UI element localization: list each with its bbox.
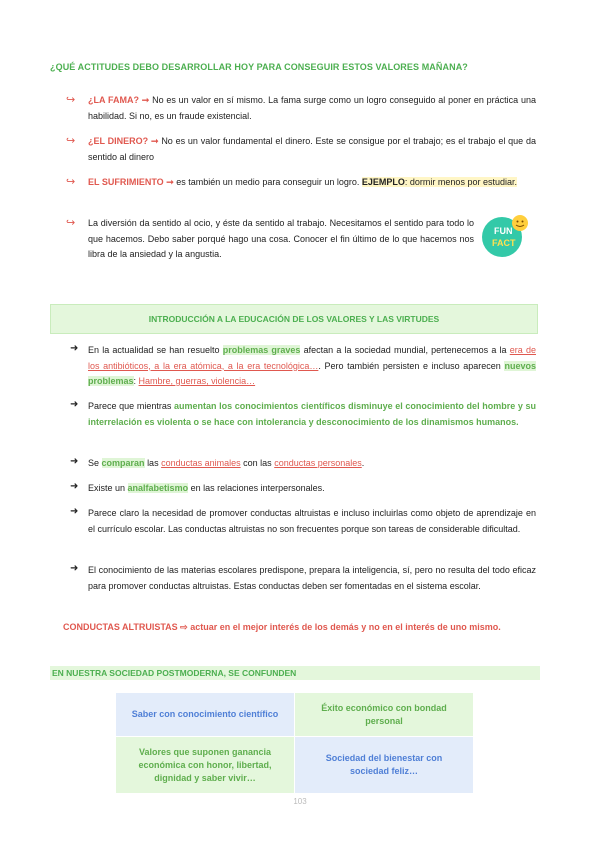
b3-highlight: comparan [101,458,145,468]
fama-text: No es un valor en sí mismo. La fama surge como un logro conseguido al poner en práctica una habilidad. Si no, es un fraude existencial. [88,95,536,121]
cell-sociedad: Sociedad del bienestar con sociedad feliz… [295,737,473,793]
b1-text1: En la actualidad se han resuelto [88,345,220,355]
sufrimiento-label: EL SUFRIMIENTO [88,177,164,187]
sufrimiento-arrow: ➞ [166,177,174,187]
attitude-fama [88,93,536,124]
b4-text1: Existe un [88,483,126,493]
bullet-conocimientos [88,399,536,430]
bullet-materias: El conocimiento de las materias escolares predispone, prepara la inteligencia, sí, pero no resulta del todo eficaz para promover conductas altruistas. Estas conductas deben ser fomentadas en el sistema escolar. [88,565,536,591]
dinero-label: ¿EL DINERO? [88,136,149,146]
attitude-dinero [88,134,536,165]
dinero-arrow: ➞ [150,136,159,146]
b1-text2: afectan a la sociedad mundial, pertenecemos a la [303,345,507,355]
b1-eras-link: era de los antibióticos, a la era atómica, a la era tecnológica… [88,345,536,371]
b3-personal-link: conductas personales [274,458,362,468]
b1-text3: . Pero también persisten e incluso aparecen [318,360,501,371]
cell-saber: Saber con conocimiento científico [116,693,294,736]
dinero-text: No es un valor fundamental el dinero. Este se consigue por el trabajo; es el trabajo el que da sentido al dinero [88,136,536,162]
right-arrow-icon: ➜ [70,481,79,492]
subheading: EN NUESTRA SOCIEDAD POSTMODERNA, SE CONFUNDEN [50,666,540,680]
right-arrow-icon: ➜ [70,399,79,410]
curved-arrow-icon: ↪ [66,94,76,106]
b1-highlight2: nuevos problemas [88,360,536,386]
section-heading: ¿QUÉ ACTITUDES DEBO DESARROLLAR HOY PARA CONSEGUIR ESTOS VALORES MAÑANA? [50,62,468,72]
fama-label: ¿LA FAMA? [88,95,139,105]
curved-arrow-icon: ↪ [66,135,76,147]
b3-text1: Se [88,458,100,468]
b2-text1: Parece que mientras [88,401,172,411]
right-arrow-icon: ➜ [70,506,79,517]
b1-text4: : [133,376,137,386]
page-number: 103 [293,797,307,806]
section-banner: INTRODUCCIÓN A LA EDUCACIÓN DE LOS VALORES Y LAS VIRTUDES [50,304,538,334]
example-text: : dormir menos por estudiar. [404,177,517,187]
b1-highlight: problemas graves [222,345,301,355]
b3-text4: . [361,458,365,468]
sufrimiento-text: es también un medio para conseguir un logro. [176,177,360,187]
fun-fact-line2: FACT [492,238,516,248]
cell-valores: Valores que suponen ganancia económica con honor, libertad, dignidad y saber vivir… [116,737,294,793]
fun-fact-badge-icon [480,214,532,258]
b2-green-text: aumentan los conocimientos científicos disminuye el conocimiento del hombre y su interrelación es violenta o se hace con intolerancia y desconocimiento de los dinamismos humanos. [88,401,537,427]
b4-highlight: analfabetismo [127,483,189,493]
fun-fact-line1: FUN [494,226,513,236]
bullet-analfabetismo [88,481,536,497]
fama-arrow: ➞ [141,95,150,105]
bullet-necesidad: Parece claro la necesidad de promover conductas altruistas e incluso incluirlas como objeto de aprendizaje en el currículo escolar. Las conductas altruistas no son frecuentes porque son tareas de considerable dificultad. [88,508,536,534]
attitude-diversion: La diversión da sentido al ocio, y éste da sentido al trabajo. Necesitamos el sentido para todo lo que hacemos. Debo saber porqué hago una cosa. Conocer el fin último de lo que hacemos nos libra de la ansiedad y la angustia. [88,218,474,259]
altruistas-definition: CONDUCTAS ALTRUISTAS ⇨ actuar en el mejor interés de los demás y no en el interés de uno mismo. [63,622,501,632]
right-arrow-icon: ➜ [70,343,79,354]
bullet-comparan [88,456,536,472]
right-arrow-icon: ➜ [70,456,79,467]
b4-text2: en las relaciones interpersonales. [190,483,325,493]
curved-arrow-icon: ↪ [66,176,76,188]
right-arrow-icon: ➜ [70,563,79,574]
b3-animal-link: conductas animales [161,458,241,468]
example-label: EJEMPLO [361,177,405,187]
cell-exito: Éxito económico con bondad personal [295,693,473,736]
curved-arrow-icon: ↪ [66,217,76,229]
b3-text3: con las [243,458,272,468]
bullet-problemas [88,343,536,390]
attitude-sufrimiento [88,175,536,191]
b3-text2: las [147,458,159,468]
b1-problems-link: Hambre, guerras, violencia… [138,376,256,386]
